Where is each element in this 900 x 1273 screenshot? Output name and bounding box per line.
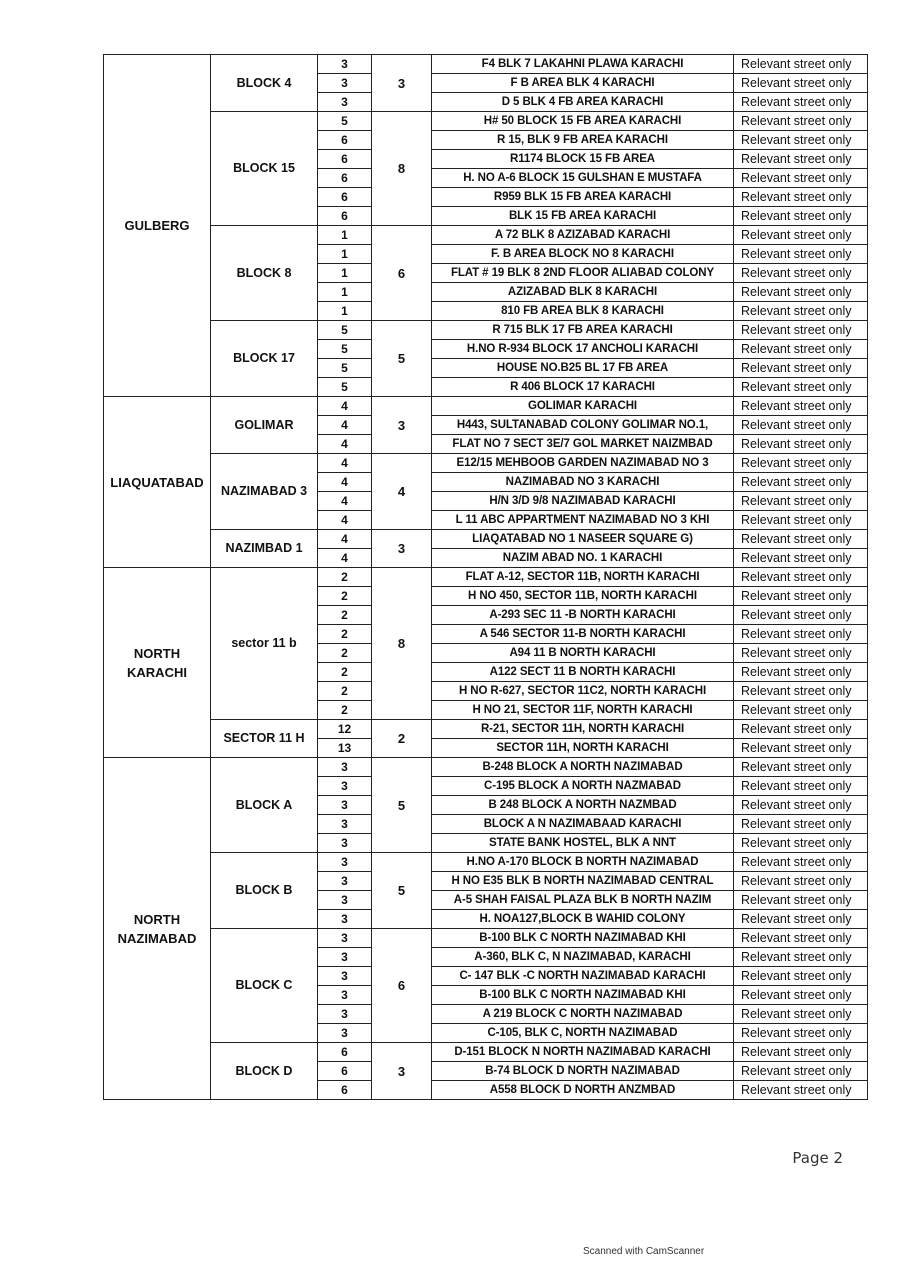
address-cell: D-151 BLOCK N NORTH NAZIMABAD KARACHI (432, 1043, 734, 1062)
note-cell: Relevant street only (734, 150, 868, 169)
note-cell: Relevant street only (734, 682, 868, 701)
address-cell: A558 BLOCK D NORTH ANZMBAD (432, 1081, 734, 1100)
block-count: 3 (372, 397, 432, 454)
address-cell: B-100 BLK C NORTH NAZIMABAD KHI (432, 986, 734, 1005)
note-cell: Relevant street only (734, 416, 868, 435)
row-number: 6 (318, 1081, 372, 1100)
address-cell: NAZIMABAD NO 3 KARACHI (432, 473, 734, 492)
block-name: BLOCK A (211, 758, 318, 853)
address-cell: F. B AREA BLOCK NO 8 KARACHI (432, 245, 734, 264)
page-number: Page 2 (792, 1149, 843, 1167)
block-count: 8 (372, 568, 432, 720)
row-number: 3 (318, 1005, 372, 1024)
row-number: 2 (318, 682, 372, 701)
note-cell: Relevant street only (734, 587, 868, 606)
address-cell: A122 SECT 11 B NORTH KARACHI (432, 663, 734, 682)
row-number: 3 (318, 1024, 372, 1043)
area-name: GULBERG (104, 55, 211, 397)
row-number: 6 (318, 150, 372, 169)
note-cell: Relevant street only (734, 454, 868, 473)
block-name: BLOCK 17 (211, 321, 318, 397)
row-number: 3 (318, 872, 372, 891)
note-cell: Relevant street only (734, 644, 868, 663)
address-cell: H NO 21, SECTOR 11F, NORTH KARACHI (432, 701, 734, 720)
address-cell: H/N 3/D 9/8 NAZIMABAD KARACHI (432, 492, 734, 511)
note-cell: Relevant street only (734, 492, 868, 511)
block-name: BLOCK 8 (211, 226, 318, 321)
note-cell: Relevant street only (734, 986, 868, 1005)
address-cell: C-105, BLK C, NORTH NAZIMABAD (432, 1024, 734, 1043)
row-number: 1 (318, 245, 372, 264)
address-cell: A-360, BLK C, N NAZIMABAD, KARACHI (432, 948, 734, 967)
note-cell: Relevant street only (734, 739, 868, 758)
note-cell: Relevant street only (734, 264, 868, 283)
note-cell: Relevant street only (734, 226, 868, 245)
row-number: 5 (318, 340, 372, 359)
table-row (104, 397, 868, 416)
note-cell: Relevant street only (734, 321, 868, 340)
row-number: 5 (318, 378, 372, 397)
row-number: 3 (318, 929, 372, 948)
note-cell: Relevant street only (734, 1005, 868, 1024)
row-number: 3 (318, 758, 372, 777)
note-cell: Relevant street only (734, 872, 868, 891)
block-name: BLOCK D (211, 1043, 318, 1100)
table-row (104, 929, 868, 948)
address-cell: A-293 SEC 11 -B NORTH KARACHI (432, 606, 734, 625)
row-number: 1 (318, 264, 372, 283)
address-table (103, 54, 868, 1100)
row-number: 4 (318, 492, 372, 511)
note-cell: Relevant street only (734, 169, 868, 188)
scanner-watermark: Scanned with CamScanner (583, 1246, 705, 1257)
address-cell: D 5 BLK 4 FB AREA KARACHI (432, 93, 734, 112)
block-count: 3 (372, 1043, 432, 1100)
block-name: sector 11 b (211, 568, 318, 720)
block-count: 5 (372, 853, 432, 929)
address-cell: H# 50 BLOCK 15 FB AREA KARACHI (432, 112, 734, 131)
row-number: 3 (318, 948, 372, 967)
row-number: 13 (318, 739, 372, 758)
row-number: 12 (318, 720, 372, 739)
table-row (104, 321, 868, 340)
address-cell: H. NOA127,BLOCK B WAHID COLONY (432, 910, 734, 929)
address-cell: SECTOR 11H, NORTH KARACHI (432, 739, 734, 758)
address-cell: C- 147 BLK -C NORTH NAZIMABAD KARACHI (432, 967, 734, 986)
block-count: 3 (372, 55, 432, 112)
address-cell: A 72 BLK 8 AZIZABAD KARACHI (432, 226, 734, 245)
note-cell: Relevant street only (734, 74, 868, 93)
address-cell: H NO 450, SECTOR 11B, NORTH KARACHI (432, 587, 734, 606)
area-name: LIAQUATABAD (104, 397, 211, 568)
address-cell: L 11 ABC APPARTMENT NAZIMABAD NO 3 KHI (432, 511, 734, 530)
note-cell: Relevant street only (734, 891, 868, 910)
row-number: 3 (318, 891, 372, 910)
table-row (104, 758, 868, 777)
address-cell: B-100 BLK C NORTH NAZIMABAD KHI (432, 929, 734, 948)
note-cell: Relevant street only (734, 606, 868, 625)
note-cell: Relevant street only (734, 131, 868, 150)
address-cell: FLAT # 19 BLK 8 2ND FLOOR ALIABAD COLONY (432, 264, 734, 283)
table-row (104, 530, 868, 549)
note-cell: Relevant street only (734, 340, 868, 359)
block-count: 6 (372, 226, 432, 321)
address-cell: FLAT A-12, SECTOR 11B, NORTH KARACHI (432, 568, 734, 587)
note-cell: Relevant street only (734, 663, 868, 682)
address-cell: R959 BLK 15 FB AREA KARACHI (432, 188, 734, 207)
row-number: 3 (318, 853, 372, 872)
row-number: 1 (318, 226, 372, 245)
block-name: GOLIMAR (211, 397, 318, 454)
block-count: 2 (372, 720, 432, 758)
row-number: 3 (318, 74, 372, 93)
row-number: 3 (318, 986, 372, 1005)
row-number: 3 (318, 815, 372, 834)
address-cell: C-195 BLOCK A NORTH NAZMABAD (432, 777, 734, 796)
note-cell: Relevant street only (734, 948, 868, 967)
note-cell: Relevant street only (734, 378, 868, 397)
address-cell: R 715 BLK 17 FB AREA KARACHI (432, 321, 734, 340)
address-cell: F4 BLK 7 LAKAHNI PLAWA KARACHI (432, 55, 734, 74)
address-cell: AZIZABAD BLK 8 KARACHI (432, 283, 734, 302)
note-cell: Relevant street only (734, 283, 868, 302)
row-number: 4 (318, 549, 372, 568)
row-number: 4 (318, 397, 372, 416)
address-cell: F B AREA BLK 4 KARACHI (432, 74, 734, 93)
address-cell: R 15, BLK 9 FB AREA KARACHI (432, 131, 734, 150)
table-row (104, 853, 868, 872)
row-number: 4 (318, 435, 372, 454)
note-cell: Relevant street only (734, 777, 868, 796)
row-number: 6 (318, 1043, 372, 1062)
address-cell: H.NO A-170 BLOCK B NORTH NAZIMABAD (432, 853, 734, 872)
row-number: 4 (318, 416, 372, 435)
row-number: 4 (318, 454, 372, 473)
note-cell: Relevant street only (734, 55, 868, 74)
block-name: NAZIMBAD 1 (211, 530, 318, 568)
note-cell: Relevant street only (734, 397, 868, 416)
block-name: NAZIMABAD 3 (211, 454, 318, 530)
address-cell: BLK 15 FB AREA KARACHI (432, 207, 734, 226)
address-cell: R1174 BLOCK 15 FB AREA (432, 150, 734, 169)
address-table-body (104, 55, 868, 1100)
row-number: 3 (318, 834, 372, 853)
address-cell: NAZIM ABAD NO. 1 KARACHI (432, 549, 734, 568)
note-cell: Relevant street only (734, 511, 868, 530)
note-cell: Relevant street only (734, 834, 868, 853)
block-name: SECTOR 11 H (211, 720, 318, 758)
note-cell: Relevant street only (734, 796, 868, 815)
note-cell: Relevant street only (734, 1024, 868, 1043)
row-number: 4 (318, 511, 372, 530)
row-number: 2 (318, 625, 372, 644)
row-number: 6 (318, 1062, 372, 1081)
block-name: BLOCK C (211, 929, 318, 1043)
note-cell: Relevant street only (734, 625, 868, 644)
area-name: NORTH KARACHI (104, 568, 211, 758)
note-cell: Relevant street only (734, 302, 868, 321)
address-cell: A94 11 B NORTH KARACHI (432, 644, 734, 663)
row-number: 2 (318, 701, 372, 720)
address-cell: A 546 SECTOR 11-B NORTH KARACHI (432, 625, 734, 644)
table-row (104, 454, 868, 473)
row-number: 1 (318, 302, 372, 321)
row-number: 2 (318, 568, 372, 587)
note-cell: Relevant street only (734, 188, 868, 207)
row-number: 3 (318, 967, 372, 986)
note-cell: Relevant street only (734, 245, 868, 264)
address-cell: FLAT NO 7 SECT 3E/7 GOL MARKET NAIZMBAD (432, 435, 734, 454)
table-row (104, 720, 868, 739)
row-number: 2 (318, 644, 372, 663)
note-cell: Relevant street only (734, 435, 868, 454)
address-cell: R-21, SECTOR 11H, NORTH KARACHI (432, 720, 734, 739)
row-number: 3 (318, 55, 372, 74)
area-name: NORTH NAZIMABAD (104, 758, 211, 1100)
address-cell: LIAQATABAD NO 1 NASEER SQUARE G) (432, 530, 734, 549)
row-number: 4 (318, 530, 372, 549)
table-row (104, 1043, 868, 1062)
address-cell: B-248 BLOCK A NORTH NAZIMABAD (432, 758, 734, 777)
note-cell: Relevant street only (734, 530, 868, 549)
address-cell: A 219 BLOCK C NORTH NAZIMABAD (432, 1005, 734, 1024)
note-cell: Relevant street only (734, 112, 868, 131)
row-number: 6 (318, 207, 372, 226)
address-cell: H. NO A-6 BLOCK 15 GULSHAN E MUSTAFA (432, 169, 734, 188)
note-cell: Relevant street only (734, 549, 868, 568)
note-cell: Relevant street only (734, 815, 868, 834)
note-cell: Relevant street only (734, 758, 868, 777)
note-cell: Relevant street only (734, 359, 868, 378)
block-count: 4 (372, 454, 432, 530)
row-number: 6 (318, 169, 372, 188)
address-cell: STATE BANK HOSTEL, BLK A NNT (432, 834, 734, 853)
note-cell: Relevant street only (734, 473, 868, 492)
note-cell: Relevant street only (734, 720, 868, 739)
block-count: 6 (372, 929, 432, 1043)
address-cell: H NO R-627, SECTOR 11C2, NORTH KARACHI (432, 682, 734, 701)
row-number: 3 (318, 910, 372, 929)
address-cell: B 248 BLOCK A NORTH NAZMBAD (432, 796, 734, 815)
address-cell: E12/15 MEHBOOB GARDEN NAZIMABAD NO 3 (432, 454, 734, 473)
table-row (104, 55, 868, 74)
block-name: BLOCK 4 (211, 55, 318, 112)
row-number: 3 (318, 796, 372, 815)
address-cell: H.NO R-934 BLOCK 17 ANCHOLI KARACHI (432, 340, 734, 359)
address-cell: HOUSE NO.B25 BL 17 FB AREA (432, 359, 734, 378)
note-cell: Relevant street only (734, 93, 868, 112)
block-count: 8 (372, 112, 432, 226)
note-cell: Relevant street only (734, 853, 868, 872)
row-number: 3 (318, 777, 372, 796)
note-cell: Relevant street only (734, 967, 868, 986)
row-number: 1 (318, 283, 372, 302)
row-number: 2 (318, 663, 372, 682)
block-name: BLOCK 15 (211, 112, 318, 226)
note-cell: Relevant street only (734, 1062, 868, 1081)
note-cell: Relevant street only (734, 207, 868, 226)
row-number: 2 (318, 587, 372, 606)
address-cell: 810 FB AREA BLK 8 KARACHI (432, 302, 734, 321)
note-cell: Relevant street only (734, 568, 868, 587)
address-cell: B-74 BLOCK D NORTH NAZIMABAD (432, 1062, 734, 1081)
table-row (104, 568, 868, 587)
row-number: 4 (318, 473, 372, 492)
row-number: 3 (318, 93, 372, 112)
row-number: 6 (318, 131, 372, 150)
row-number: 6 (318, 188, 372, 207)
block-count: 3 (372, 530, 432, 568)
row-number: 5 (318, 112, 372, 131)
address-cell: R 406 BLOCK 17 KARACHI (432, 378, 734, 397)
block-count: 5 (372, 321, 432, 397)
note-cell: Relevant street only (734, 1081, 868, 1100)
row-number: 5 (318, 321, 372, 340)
address-cell: A-5 SHAH FAISAL PLAZA BLK B NORTH NAZIM (432, 891, 734, 910)
table-row (104, 112, 868, 131)
note-cell: Relevant street only (734, 1043, 868, 1062)
note-cell: Relevant street only (734, 910, 868, 929)
note-cell: Relevant street only (734, 701, 868, 720)
row-number: 2 (318, 606, 372, 625)
address-cell: GOLIMAR KARACHI (432, 397, 734, 416)
address-cell: H443, SULTANABAD COLONY GOLIMAR NO.1, (432, 416, 734, 435)
block-count: 5 (372, 758, 432, 853)
row-number: 5 (318, 359, 372, 378)
address-cell: BLOCK A N NAZIMABAAD KARACHI (432, 815, 734, 834)
table-row (104, 226, 868, 245)
note-cell: Relevant street only (734, 929, 868, 948)
address-cell: H NO E35 BLK B NORTH NAZIMABAD CENTRAL (432, 872, 734, 891)
block-name: BLOCK B (211, 853, 318, 929)
